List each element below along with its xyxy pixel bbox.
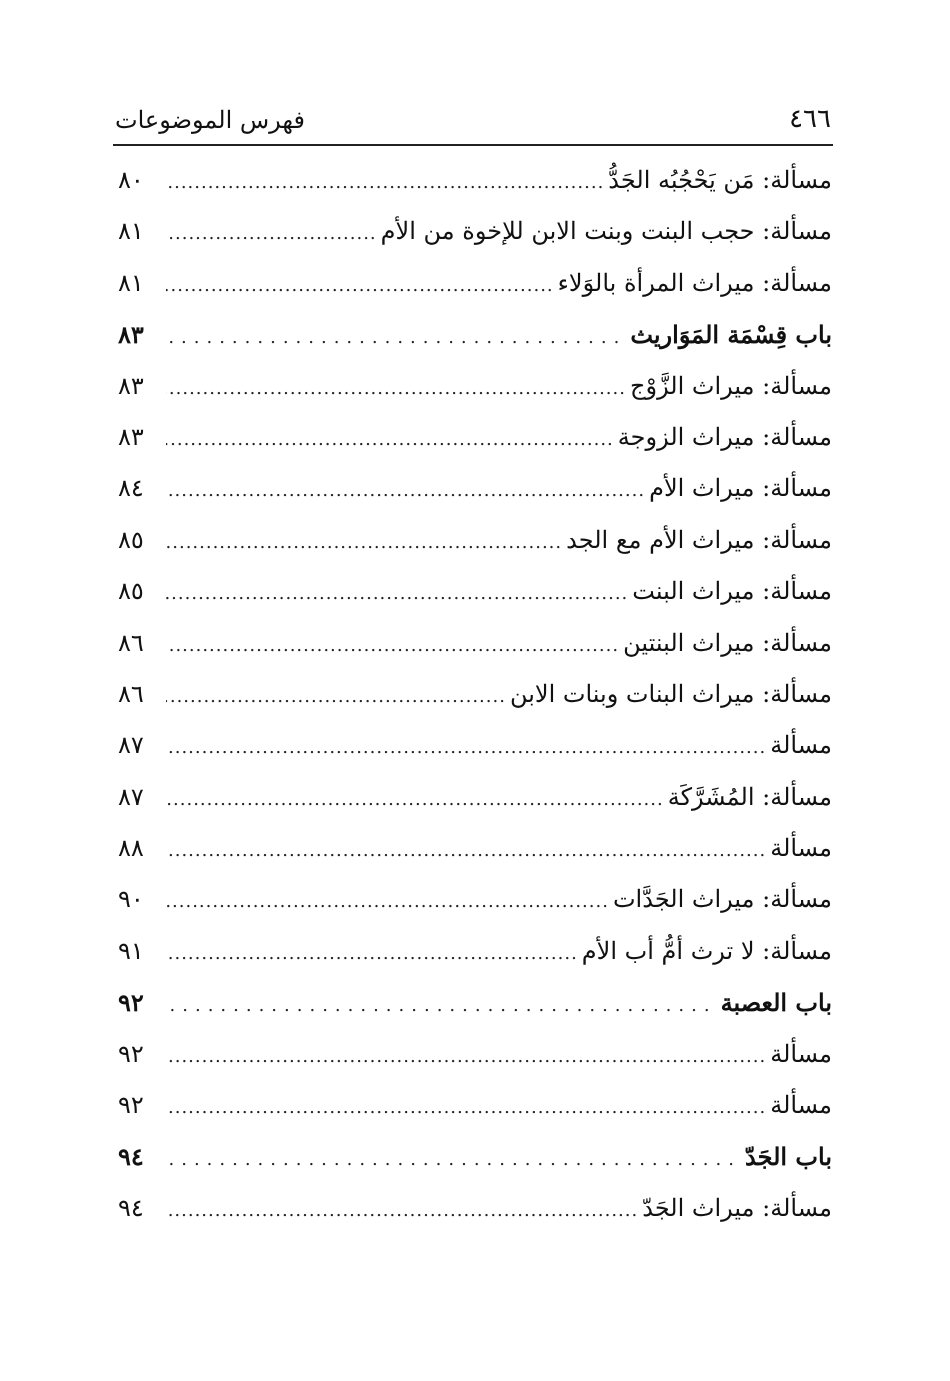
dot-leader <box>166 378 626 399</box>
toc-entry <box>118 1194 832 1245</box>
dot-leader <box>166 891 609 912</box>
page-number: ٤٦٦ <box>789 104 831 134</box>
toc-entry <box>118 1091 832 1142</box>
dot-leader <box>166 172 604 193</box>
toc-entry-page: ٩١ <box>118 936 144 965</box>
toc-entry-page: ٨٣ <box>118 320 144 350</box>
toc-entry-title: مسألة <box>770 1039 832 1068</box>
toc-entry-page: ٩٢ <box>118 988 144 1018</box>
toc-entry-title: مسألة: ميراث البنتين <box>623 628 832 657</box>
toc-entry-title: مسألة: ميراث المرأة بالوَلاء <box>557 268 832 297</box>
dot-leader <box>166 480 645 501</box>
dot-leader <box>166 532 562 553</box>
toc-entry-page: ٨٥ <box>118 525 144 554</box>
toc-entry <box>118 680 832 731</box>
toc-entry <box>118 166 832 217</box>
toc-entry-page: ٨٧ <box>118 731 144 760</box>
dot-leader <box>166 635 619 656</box>
dot-leader <box>166 1200 638 1221</box>
toc-entry-title: مسألة <box>770 731 832 760</box>
toc-entry <box>118 217 832 268</box>
toc-entry-title: مسألة: ميراث الزَّوْج <box>629 371 832 400</box>
toc-entry-title: مسألة: ميراث الأم مع الجد <box>566 525 832 554</box>
toc-entry-page: ٨٥ <box>118 577 144 606</box>
toc-entry <box>118 885 832 936</box>
toc-entry-title: مسألة: ميراث البنت <box>632 577 832 606</box>
toc-entry-page: ٩٤ <box>118 1142 144 1172</box>
toc-entry-page: ٩٢ <box>118 1039 144 1068</box>
toc-entry <box>118 629 832 680</box>
dot-leader <box>166 789 664 810</box>
toc-entry-page: ٨٦ <box>118 679 144 708</box>
dot-leader <box>166 275 554 296</box>
toc-entry <box>118 423 832 474</box>
toc-entry-page: ٨٦ <box>118 628 144 657</box>
toc-entry-page: ٨٣ <box>118 371 144 400</box>
dot-leader <box>166 686 506 707</box>
toc-entry-page: ٨٨ <box>118 834 144 863</box>
toc-entry-page: ٨٧ <box>118 782 144 811</box>
dot-leader <box>166 429 614 450</box>
toc-entry-page: ٨٠ <box>118 166 144 194</box>
dot-leader <box>166 943 578 964</box>
dot-leader <box>166 327 626 348</box>
toc-entry-page: ٩٠ <box>118 885 144 914</box>
toc-entry-title: باب العصبة <box>720 988 832 1018</box>
toc-entry <box>118 474 832 525</box>
toc-entry-title: مسألة: ميراث الجَدَّات <box>612 885 832 914</box>
toc-entry-title: مسألة: ميراث البنات وبنات الابن <box>509 679 832 708</box>
dot-leader <box>166 1149 741 1170</box>
toc-chapter-entry <box>118 988 832 1039</box>
toc-entry-title: مسألة: حجب البنت وبنت الابن للإخوة من الأم <box>380 217 832 246</box>
toc-entry-page: ٨١ <box>118 217 144 246</box>
toc-entry-title: مسألة: المُشَرَّكَة <box>667 782 832 811</box>
toc-entry <box>118 372 832 423</box>
toc-entry-title: مسألة <box>770 1091 832 1120</box>
page-header <box>113 96 833 146</box>
dot-leader <box>166 737 766 758</box>
toc-entry-title: باب قِسْمَة المَوَاريث <box>630 320 832 350</box>
running-title: فهرس الموضوعات <box>115 106 305 134</box>
dot-leader <box>166 1097 766 1118</box>
toc-entry-title: مسألة: ميراث الجَدّ <box>642 1193 832 1222</box>
toc-entry <box>118 783 832 834</box>
toc-entry-title: مسألة <box>770 834 832 863</box>
toc-entry-page: ٨٣ <box>118 422 144 451</box>
dot-leader <box>166 1046 766 1067</box>
toc-entry <box>118 526 832 577</box>
toc-entry <box>118 937 832 988</box>
toc-entry <box>118 834 832 885</box>
toc-entry-page: ٩٤ <box>118 1193 144 1222</box>
toc-entry <box>118 577 832 628</box>
dot-leader <box>166 840 766 861</box>
toc-entry-title: مسألة: لا ترث أمُّ أب الأم <box>581 936 832 965</box>
toc-entry-title: مسألة: ميراث الزوجة <box>617 422 832 451</box>
dot-leader <box>166 223 377 244</box>
toc-entry <box>118 269 832 320</box>
toc-entry-page: ٩٢ <box>118 1091 144 1120</box>
toc-chapter-entry <box>118 320 832 371</box>
toc-chapter-entry <box>118 1142 832 1193</box>
toc-entry-title: باب الجَدّ <box>744 1142 832 1172</box>
toc-entry-page: ٨١ <box>118 268 144 297</box>
dot-leader <box>166 583 628 604</box>
toc-entry-page: ٨٤ <box>118 474 144 503</box>
toc-entry <box>118 731 832 782</box>
toc-entry-title: مسألة: ميراث الأم <box>649 474 832 503</box>
toc-entry <box>118 1040 832 1091</box>
dot-leader <box>166 995 717 1016</box>
table-of-contents <box>118 166 832 1245</box>
toc-entry-title: مسألة: مَن يَحْجُبُه الجَدُّ <box>608 166 832 194</box>
